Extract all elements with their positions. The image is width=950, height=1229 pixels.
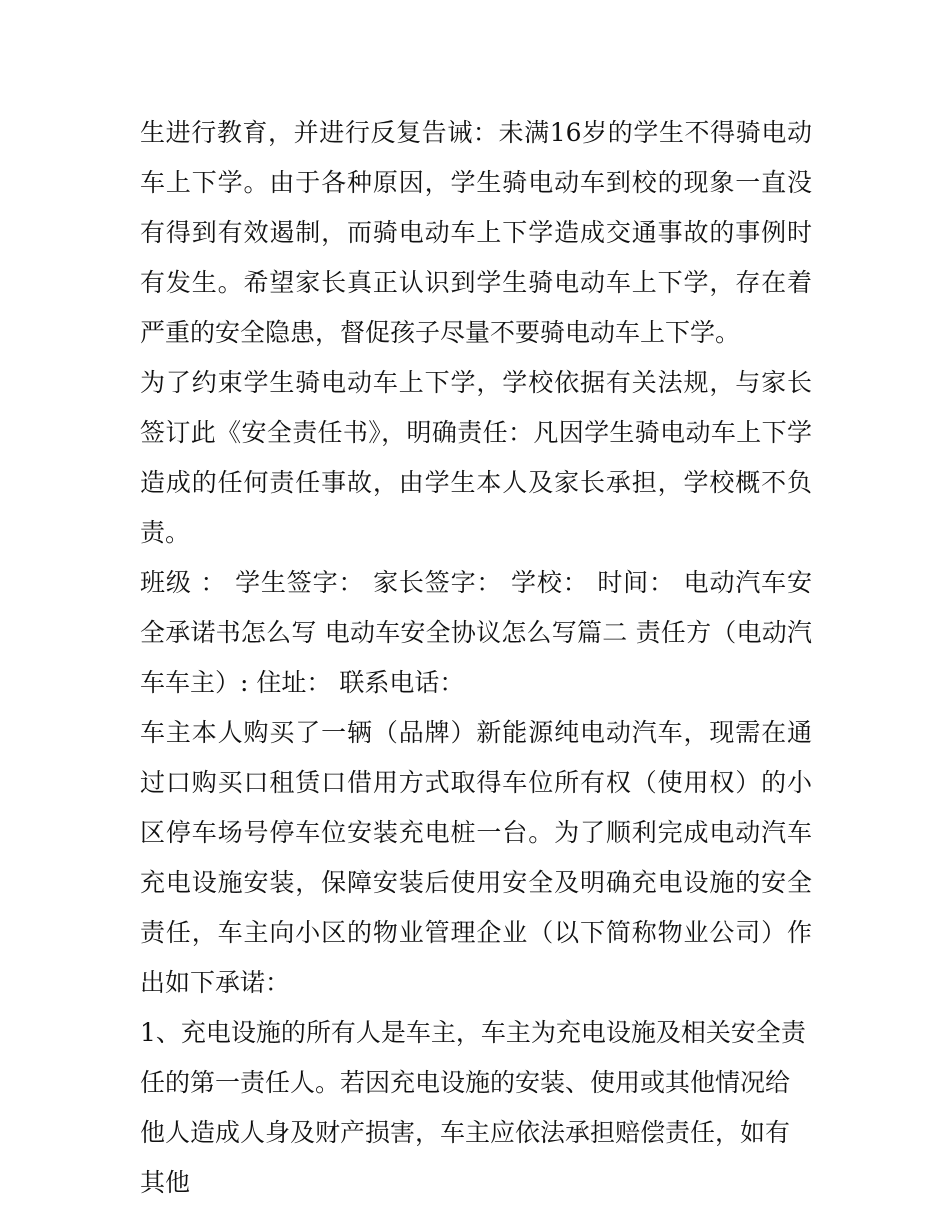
paragraph-responsibility-statement: 为了约束学生骑电动车上下学，学校依据有关法规，与家长签订此《安全责任书》，明确责任：凡因学生骑电动车上下学造成的任何责任事故，由学生本人及家长承担，学校概不负责。 <box>140 368 812 547</box>
paragraph-clause-1: 1、充电设施的所有人是车主，车主为充电设施及相关安全责任的第一责任人。若因充电设施的安装、使用或其他情况给他人造成人身及财产损害，车主应依法承担赔偿责任，如有其他 <box>140 1018 806 1197</box>
paragraph-owner-commitment: 车主本人购买了一辆（品牌）新能源纯电动汽车，现需在通过口购买口租赁口借用方式取得车位所有权（使用权）的小区停车场号停车位安装充电桩一台。为了顺利完成电动汽车充电设施安装，保障安装后使用安全及明确充电设施的安全责任，车主向小区的物业管理企业（以下简称物业公司）作出如下承诺： <box>140 718 812 997</box>
document-body <box>140 108 812 1208</box>
paragraph-signature-fields: 班级 ： 学生签字： 家长签字： 学校： 时间： 电动汽车安全承诺书怎么写 电动车安全协议怎么写篇二 责任方（电动汽车车主）: 住址： 联系电话： <box>140 568 812 697</box>
paragraph-education-warning: 生进行教育，并进行反复告诫：未满16岁的学生不得骑电动车上下学。由于各种原因，学生骑电动车到校的现象一直没有得到有效遏制，而骑电动车上下学造成交通事故的事例时有发生。希望家长真正认识到学生骑电动车上下学，存在着严重的安全隐患，督促孩子尽量不要骑电动车上下学。 <box>140 118 812 347</box>
